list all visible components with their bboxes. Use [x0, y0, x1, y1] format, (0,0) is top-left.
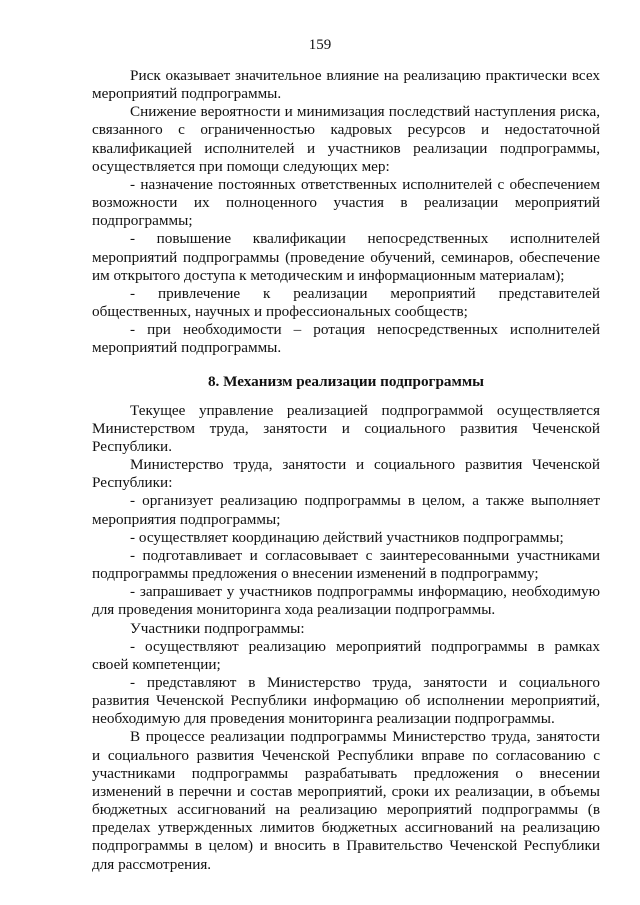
list-item-ministry-duty: - осуществляет координацию действий участников подпрограммы;	[130, 528, 564, 546]
list-item-ministry-duty: - организует реализацию подпрограммы в целом, а также выполняет мероприятия подпрограммы;	[92, 492, 600, 528]
paragraph-risk-mitigation: Снижение вероятности и минимизация последствий наступления риска, связанного с ограниченностью кадровых ресурсов и недостаточной квалификацией исполнителей и участников реализации подпрограммы, осуществляется при помощи следующих мер:	[92, 103, 600, 175]
list-item-ministry-duty: - подготавливает и согласовывает с заинтересованными участниками подпрограммы предложения о внесении изменений в подпрограмму;	[92, 546, 600, 583]
list-item-participant-duty: - осуществляют реализацию мероприятий подпрограммы в рамках своей компетенции;	[92, 637, 600, 673]
paragraph-participants-intro: Участники подпрограммы:	[130, 619, 305, 637]
list-item-measure: - повышение квалификации непосредственных исполнителей мероприятий подпрограммы (проведение обучений, семинаров, обеспечение им открытого доступа к методическим и информационным материалам);	[92, 230, 600, 284]
paragraph-ministry-intro: Министерство труда, занятости и социального развития Чеченской Республики:	[92, 456, 600, 492]
section-heading: 8. Механизм реализации подпрограммы	[207, 372, 485, 390]
list-item-measure: - привлечение к реализации мероприятий представителей общественных, научных и профессиональных сообществ;	[92, 284, 600, 321]
document-body	[92, 67, 600, 874]
list-item-measure: - при необходимости – ротация непосредственных исполнителей мероприятий подпрограммы.	[92, 321, 600, 357]
list-item-participant-duty: - представляют в Министерство труда, занятости и социального развития Чеченской Республики информацию об исполнении мероприятий, необходимую для проведения мониторинга реализации подпрограммы.	[92, 674, 600, 728]
list-item-ministry-duty: - запрашивает у участников подпрограммы информацию, необходимую для проведения мониторинга хода реализации подпрограммы.	[92, 583, 600, 619]
paragraph-change-proposals: В процессе реализации подпрограммы Министерство труда, занятости и социального развития Чеченской Республики вправе по согласованию с участниками подпрограммы разрабатывать предложения о внесении изменений в перечни и состав мероприятий, сроки их реализации, в объемы бюджетных ассигнований на реализацию мероприятий подпрограммы (в пределах утвержденных лимитов бюджетных ассигнований на реализацию подпрограммы в целом) и вносить в Правительство Чеченской Республики для рассмотрения.	[92, 728, 600, 873]
paragraph-current-management: Текущее управление реализацией подпрограммой осуществляется Министерством труда, занятости и социального развития Чеченской Республики.	[92, 401, 600, 455]
paragraph-risk-impact: Риск оказывает значительное влияние на реализацию практически всех мероприятий подпрограммы.	[92, 67, 600, 103]
page-number: 159	[308, 37, 332, 53]
list-item-measure: - назначение постоянных ответственных исполнителей с обеспечением возможности их полноценного участия в реализации мероприятий подпрограммы;	[92, 175, 600, 230]
